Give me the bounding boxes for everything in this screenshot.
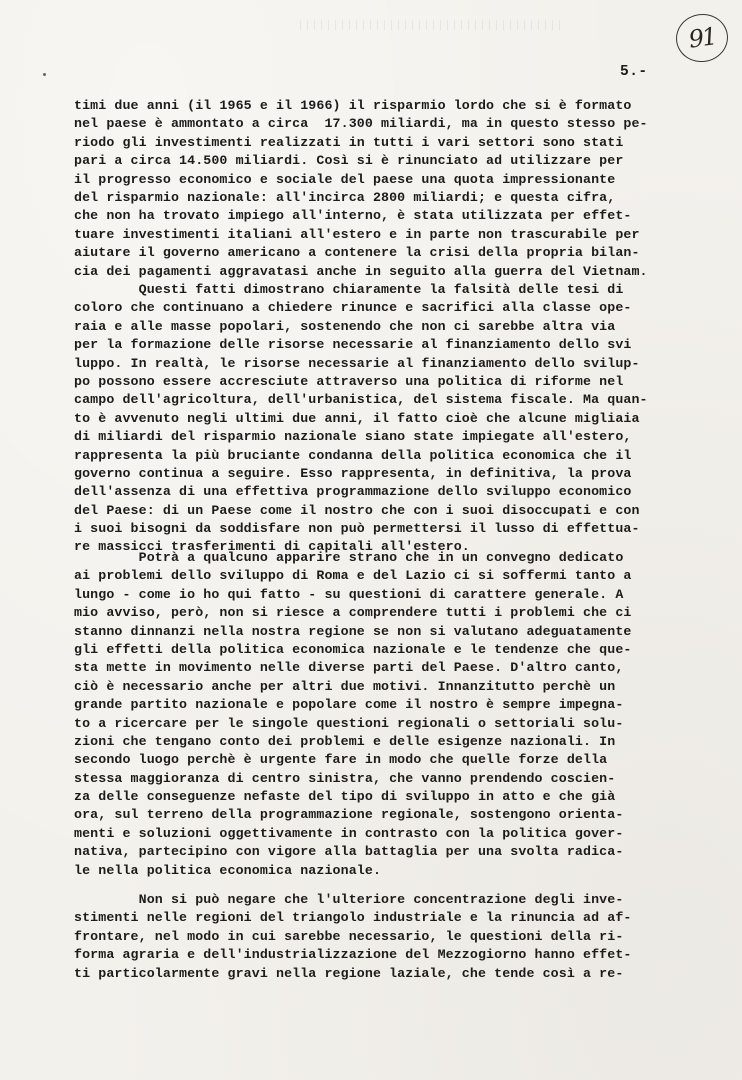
text-line: stimenti nelle regioni del triangolo industriale e la rinuncia ad af- — [74, 910, 632, 926]
text-line: i suoi bisogni da soddisfare non può permettersi il lusso di effettua- — [74, 521, 640, 537]
text-line: forma agraria e dell'industrializzazione del Mezzogiorno hanno effet- — [74, 947, 632, 963]
page-number: 5.- — [620, 64, 648, 80]
stamp-number: 91 — [686, 22, 718, 54]
margin-mark — [43, 73, 46, 76]
text-line: rappresenta la più bruciante condanna della politica economica che il — [74, 447, 632, 463]
text-line: tuare investimenti italiani all'estero e in parte non trascurabile per — [74, 226, 640, 242]
text-line: za delle conseguenze nefaste del tipo di sviluppo in atto e che già — [74, 789, 616, 805]
text-line: che non ha trovato impiego all'interno, è stata utilizzata per effet- — [74, 208, 632, 224]
text-line: Questi fatti dimostrano chiaramente la falsità delle tesi di — [74, 282, 624, 297]
text-line: nel paese è ammontato a circa 17.300 miliardi, ma in questo stesso pe- — [74, 116, 648, 132]
text-line: del risparmio nazionale: all'incirca 2800 miliardi; e questa cifra, — [74, 189, 616, 205]
text-line: luppo. In realtà, le risorse necessarie al finanziamento dello svilup- — [74, 355, 640, 371]
text-line: re massicci trasferimenti di capitali all'estero. — [74, 539, 470, 555]
archive-stamp — [673, 11, 731, 66]
text-line: zioni che tengano conto dei problemi e delle esigenze nazionali. In — [74, 733, 616, 749]
text-line: riodo gli investimenti realizzati in tutti i vari settori sono stati — [74, 134, 624, 150]
text-line: lungo - come io ho qui fatto - su questioni di carattere generale. A — [74, 586, 624, 602]
paragraph-4 — [74, 891, 694, 983]
text-line: coloro che continuano a chiedere rinunce e sacrifici alla classe ope- — [74, 300, 632, 316]
text-line: governo continua a seguire. Esso rappresenta, in definitiva, la prova — [74, 465, 632, 481]
text-line: stanno dinnanzi nella nostra regione se non si valutano adeguatamente — [74, 623, 632, 639]
text-line: po possono essere accresciute attraverso una politica di riforme nel — [74, 373, 624, 389]
text-line: sta mette in movimento nelle diverse parti del Paese. D'altro canto, — [74, 660, 624, 676]
text-line: frontare, nel modo in cui sarebbe necessario, le questioni della ri- — [74, 928, 624, 944]
text-line: ora, sul terreno della programmazione regionale, sostengono orienta- — [74, 807, 624, 823]
text-line: raia e alle masse popolari, sostenendo che non ci sarebbe altra via — [74, 318, 616, 334]
text-line: to è avvenuto negli ultimi due anni, il fatto cioè che alcune migliaia — [74, 410, 640, 426]
text-line: il progresso economico e sociale del paese una quota impressionante — [74, 171, 616, 187]
text-line: stessa maggioranza di centro sinistra, che vanno prendendo coscien- — [74, 770, 616, 786]
text-line: dell'assenza di una effettiva programmazione dello sviluppo economico — [74, 484, 632, 500]
text-line: cia dei pagamenti aggravatasi anche in seguito alla guerra del Vietnam. — [74, 263, 648, 279]
text-line: aiutare il governo americano a contenere la crisi della propria bilan- — [74, 245, 640, 261]
text-line: Potrà a qualcuno apparire strano che in un convegno dedicato — [74, 550, 624, 565]
text-line: Non si può negare che l'ulteriore concentrazione degli inve- — [74, 892, 624, 907]
text-line: di miliardi del risparmio nazionale siano state impiegate all'estero, — [74, 429, 632, 445]
text-line: campo dell'agricoltura, dell'urbanistica, del sistema fiscale. Ma quan- — [74, 392, 648, 408]
text-line: to a ricercare per le singole questioni regionali o settoriali solu- — [74, 715, 624, 731]
text-line: ai problemi dello sviluppo di Roma e del Lazio ci si soffermi tanto a — [74, 568, 632, 584]
paragraph-1 — [74, 97, 694, 281]
text-line: ciò è necessario anche per altri due motivi. Innanzitutto perchè un — [74, 678, 616, 694]
paragraph-3 — [74, 549, 694, 880]
text-line: per la formazione delle risorse necessarie al finanziamento dello svi — [74, 337, 632, 353]
scan-noise — [300, 20, 560, 30]
text-line: mio avviso, però, non si riesce a comprendere tutti i problemi che ci — [74, 605, 632, 621]
text-line: pari a circa 14.500 miliardi. Così si è rinunciato ad utilizzare per — [74, 153, 624, 169]
text-line: secondo luogo perchè è urgente fare in modo che quelle forze della — [74, 752, 608, 768]
text-line: ti particolarmente gravi nella regione laziale, che tende così a re- — [74, 965, 624, 981]
text-line: gli effetti della politica economica nazionale e le tendenze che que- — [74, 641, 632, 657]
text-line: grande partito nazionale e popolare come il nostro è sempre impegna- — [74, 697, 624, 713]
text-line: menti e soluzioni oggettivamente in contrasto con la politica gover- — [74, 825, 624, 841]
text-line: le nella politica economica nazionale. — [74, 862, 382, 878]
paragraph-2 — [74, 281, 694, 557]
text-line: nativa, partecipino con vigore alla battaglia per una svolta radica- — [74, 844, 624, 860]
text-line: del Paese: di un Paese come il nostro che con i suoi disoccupati e con — [74, 502, 640, 518]
text-line: timi due anni (il 1965 e il 1966) il risparmio lordo che si è formato — [74, 98, 632, 113]
